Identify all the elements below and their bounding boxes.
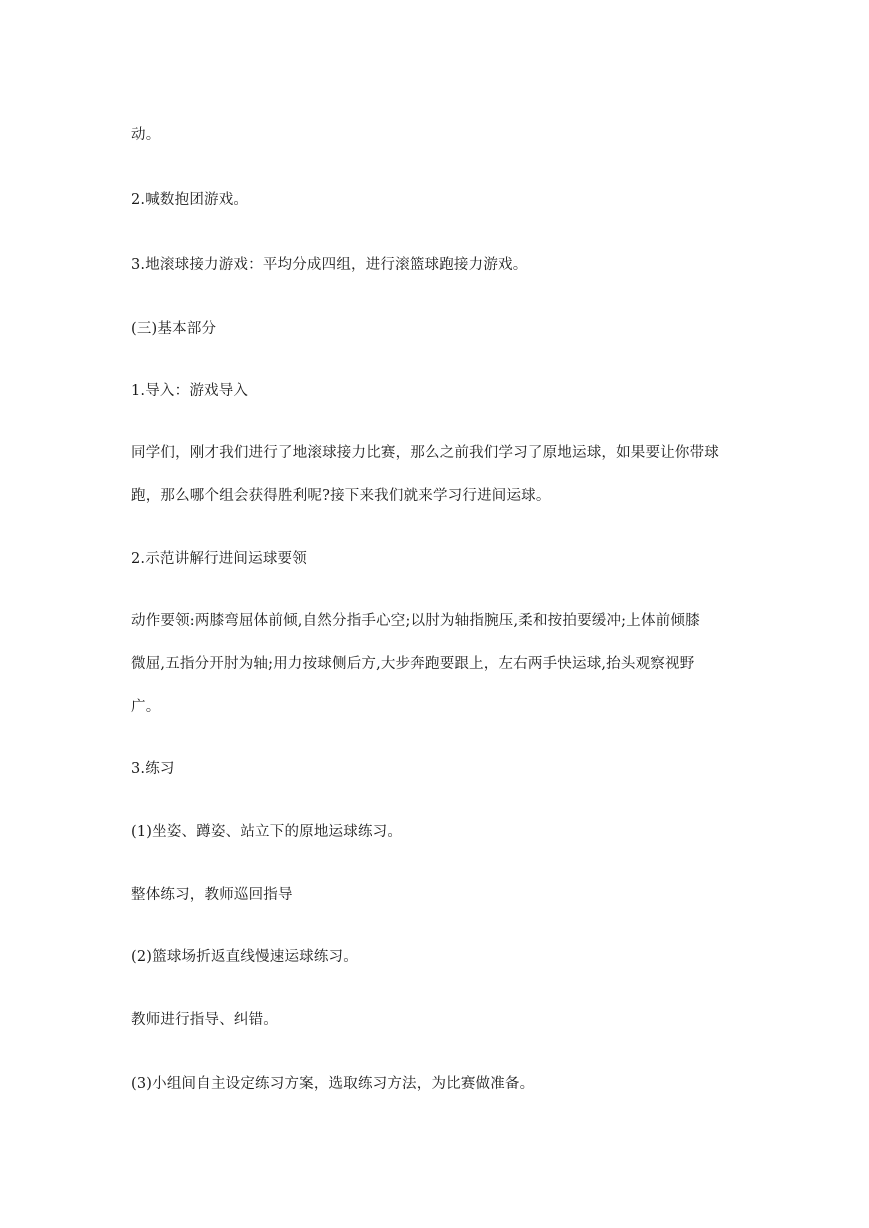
practice-item-3: (3)小组间自主设定练习方案，选取练习方法，为比赛做准备。 bbox=[131, 1076, 535, 1092]
practice-item-1: (1)坐姿、蹲姿、站立下的原地运球练习。 bbox=[131, 824, 403, 840]
section-heading-basic: (三)基本部分 bbox=[131, 321, 217, 337]
subheading-practice: 3.练习 bbox=[131, 761, 175, 777]
paragraph-key-line-1: 动作要领:两膝弯屈体前倾,自然分指手心空;以肘为轴指腕压,柔和按拍要缓冲;上体前倾膝 bbox=[131, 613, 700, 629]
practice-item-2: (2)篮球场折返直线慢速运球练习。 bbox=[131, 949, 358, 965]
paragraph-key-line-2: 微屈,五指分开肘为轴;用力按球侧后方,大步奔跑要跟上，左右两手快运球,抬头观察视野 bbox=[131, 656, 695, 672]
practice-note-1: 整体练习，教师巡回指导 bbox=[131, 887, 293, 903]
text-line-game-2: 2.喊数抱团游戏。 bbox=[131, 192, 249, 208]
paragraph-intro-line-1: 同学们，刚才我们进行了地滚球接力比赛，那么之前我们学习了原地运球，如果要让你带球 bbox=[131, 445, 719, 461]
practice-note-2: 教师进行指导、纠错。 bbox=[131, 1012, 278, 1028]
paragraph-intro-line-2: 跑，那么哪个组会获得胜利呢?接下来我们就来学习行进间运球。 bbox=[131, 488, 551, 504]
paragraph-key-line-3: 广。 bbox=[131, 699, 161, 715]
subheading-demo: 2.示范讲解行进间运球要领 bbox=[131, 551, 307, 567]
text-line-continuation: 动。 bbox=[131, 127, 161, 143]
subheading-intro: 1.导入：游戏导入 bbox=[131, 383, 249, 399]
text-line-game-3: 3.地滚球接力游戏：平均分成四组，进行滚篮球跑接力游戏。 bbox=[131, 257, 528, 273]
